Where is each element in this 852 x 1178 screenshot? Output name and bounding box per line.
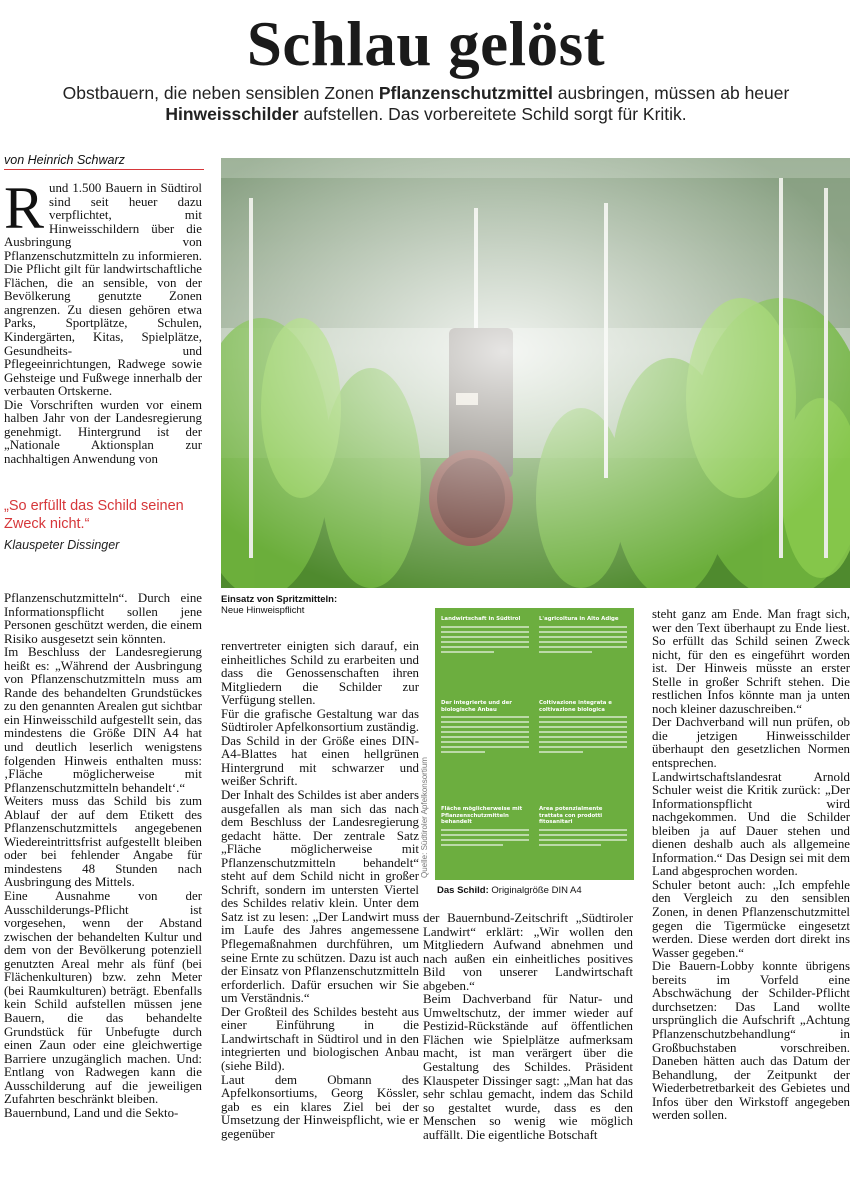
photo-caption-sub: Neue Hinweispflicht: [221, 605, 305, 616]
subhead-text-3: aufstellen. Das vorbereitete Schild sorgt für Kritik.: [298, 104, 687, 124]
paragraph: steht ganz am Ende. Man fragt sich, wer den Text überhaupt zu Ende liest. So erfüllt das Schild seinen Zweck nicht, für den es eingeführt worden ist. Der Hinweis müsste an erster Stelle in großer Schrift stehen. Die restlichen Infos könnte man ja unten noch kleiner dazuschreiben.“: [652, 608, 850, 716]
sign-caption-title: Das Schild:: [437, 885, 489, 896]
sign-section: Landwirtschaft in Südtirol: [441, 616, 529, 656]
sign-caption-sub: Originalgröße DIN A4: [488, 885, 582, 896]
paragraph: Laut dem Obmann des Apfelkonsortiums, Georg Kössler, gab es ein klares Ziel bei der Umsetzung der Hinweispflicht, wie er gegenüber: [221, 1072, 419, 1141]
paragraph: Beim Dachverband für Natur- und Umweltschutz, der immer wieder auf Pestizid-Rückstände auf öffentlichen Flächen wie Spielplätze aufmerksam macht, ist man verärgert über die Gestaltung des Schildes. Präsident Klauspeter Dissinger sagt: „Man hat das sehr schlau gemacht, indem das Schild so gestaltet wurde, dass es den Menschen so wenig wie möglich auffällt. Die eigentliche Botschaft: [423, 992, 633, 1142]
sign-source-credit: Quelle: Südtiroler Apfelkonsortium: [420, 757, 429, 878]
sign-section: Der integrierte und der biologische Anbau: [441, 700, 529, 756]
byline: von Heinrich Schwarz: [4, 153, 204, 170]
paragraph: Die Vorschriften wurden vor einem halben Jahr von der Landesregierung genehmigt. Hintergrund ist der „Nationale Aktionsplan zur nachhaltigen Anwendung von: [4, 397, 202, 466]
paragraph: Pflanzenschutzmitteln“. Durch eine Informationspflicht sollen jene Personen geschützt werden, die einem Risiko ausgesetzt sein könnten.: [4, 592, 202, 646]
sign-section: L'agricoltura in Alto Adige: [539, 616, 627, 656]
paragraph: Der Dachverband will nun prüfen, ob die jetzigen Hinweisschilder überhaupt den gesetzlichen Normen entsprechen.: [652, 715, 850, 771]
drop-cap: R: [4, 182, 45, 241]
sign-image: [435, 608, 634, 880]
paragraph: Eine Ausnahme von der Ausschilderungs-Pflicht ist vorgesehen, wenn der Abstand zwischen der behandelten Kultur und dem von der Bevölkerung potenziell genutzten Areal mehr als fünf (bei Flächenkulturen) bzw. zehn Meter (bei Raumkulturen) beträgt. Ebenfalls kein Schild aufstellen müssen jene Bauern, die das behandelte Grundstück für Unbefugte durch einen Zaun oder eine gleichwertige Barriere unzugänglich machen. Und: Entlang von Radwegen kann die Ausschilderung auf die jeweiligen Zufahrten beschränkt bleiben.: [4, 889, 202, 1107]
photo-caption-title: Einsatz von Spritzmitteln:: [221, 594, 338, 605]
subheadline: [40, 83, 812, 125]
paragraph: Rund 1.500 Bauern in Südtirol sind seit heuer dazu verpflichtet, mit Hinweisschildern über die Ausbringung von Pflanzenschutzmitteln zu informieren. Die Pflicht gilt für landwirtschaftliche Flächen, die an sensible, von der Bevölkerung genutzte Zonen angrenzen. Zu diesen gehören etwa Parks, Sportplätze, Schulen, Kindergärten, Kitas, Spielplätze, Gesundheits- und Pflegeeinrichtungen, Radwege sowie Gehsteige und Fußwege innerhalb der verbauten Ortskerne.: [4, 182, 202, 399]
subhead-text-2: ausbringen, müssen ab heuer: [552, 83, 790, 103]
paragraph: Die Bauern-Lobby konnte übrigens bereits im Vorfeld eine Abschwächung der Schilder-Pflicht durchsetzen: Das Land wollte ursprünglich die Aufschrift „Achtung Pflanzenschutzbehandlung“ in Großbuchstaben vorschreiben. Daneben hätten auch das Datum der Behandlung, der Zeitpunkt der Wiederbetretbarkeit des Gebietes und Infos über den Wirkstoff angegeben werden sollen.: [652, 959, 850, 1123]
paragraph: Bauernbund, Land und die Sekto-: [4, 1105, 179, 1120]
paragraph: der Bauernbund-Zeitschrift „Südtiroler Landwirt“ erklärt: „Wir wollen den Mitgliedern Aufwand abnehmen und nach außen ein einheitliches positives Bild von unserer Landwirtschaft abgeben.“: [423, 912, 633, 993]
subhead-bold-1: Pflanzenschutzmittel: [378, 83, 553, 103]
column-1-top: [4, 182, 202, 478]
column-4: [652, 608, 850, 1178]
paragraph: renvertreter einigten sich darauf, ein einheitliches Schild zu erarbeiten und dass die Genossenschaften ihren Mitgliedern die Schilder zur Verfügung stellen.: [221, 640, 419, 708]
subhead-bold-2: Hinweisschilder: [165, 104, 299, 124]
paragraph: Weiters muss das Schild bis zum Ablauf der auf dem Etikett des Pflanzenschutzmittels angegebenen Wiedereintrittsfrist aufgestellt bleiben oder bei fehlender Angabe für mindestens 48 Stunden nach Ausbringung des Mittels.: [4, 794, 202, 890]
sign-section: Area potenzialmente trattata con prodotti fitosanitari: [539, 806, 627, 849]
paragraph: Der Großteil des Schildes besteht aus einer Einführung in die Landwirtschaft in Südtirol und in den integrierten und biologischen Anbau (siehe Bild).: [221, 1004, 419, 1073]
column-3: [423, 912, 633, 1178]
paragraph: Der Inhalt des Schildes ist aber anders ausgefallen als man sich das nach dem Beschluss der Landesregierung gedacht hätte. Der zentrale Satz „Fläche möglicherweise mit Pflanzenschutzmitteln behandelt“ steht auf dem Schild nicht in großer Schrift, sondern im untersten Viertel des Schildes relativ klein. Unter dem Satz ist zu lesen: „Der Landwirt muss im Laufe des Jahres angemessene Pflegemaßnahmen durchführen, um seine Ernte zu schützen. Dazu ist auch der Einsatz von Pflanzenschutzmitteln erforderlich. Dafür ersuchen wir Sie um Verständnis.“: [221, 788, 419, 1006]
headline: Schlau gelöst: [246, 9, 606, 79]
column-1-bottom: [4, 592, 202, 1178]
paragraph: Landwirtschaftslandesrat Arnold Schuler weist die Kritik zurück: „Der Informationspflicht wird nachgekommen. Und die Schilder bleiben ja auf Dauer stehen und dienen deshalb auch als allgemeine Information.“ Das Design sei mit dem Land abgesprochen worden.: [652, 769, 850, 879]
paragraph: Für die grafische Gestaltung war das Südtiroler Apfelkonsortium zuständig. Das Schild in der Größe eines DIN-A4-Blattes hat einen hellgrünen Hintergrund mit schwarzer und weißer Schrift.: [221, 706, 419, 789]
pull-quote-author: Klauspeter Dissinger: [4, 538, 120, 552]
paragraph: Schuler betont auch: „Ich empfehle den Vergleich zu den sensiblen Zonen, in denen Pflanzenschutzmittel gegen die Tigermücke eingesetzt werden. Diese werden dort direkt ins Wasser gegeben.“: [652, 877, 850, 960]
subhead-text-1: Obstbauern, die neben sensiblen Zonen: [62, 83, 379, 103]
paragraph: Im Beschluss der Landesregierung heißt es: „Während der Ausbringung von Pflanzenschutzmitteln muss am Rande des behandelten Grundstückes zu den genannten Arealen gut sichtbar ein Hinweisschild aufgestellt sein, das mindestens die Größe DIN A4 hat und deutlich leserlich wenigstens folgenden Hinweis enthalten muss: ‚Fläche möglicherweise mit Pflanzenschutzmitteln behandelt‘.“: [4, 645, 202, 795]
orchard-spraying-photo: [221, 158, 850, 588]
sign-section: Fläche möglicherweise mit Pflanzenschutzmitteln behandelt: [441, 806, 529, 849]
sign-caption: [437, 885, 637, 896]
sign-section: Coltivazione integrata e coltivazione biologica: [539, 700, 627, 756]
column-2: [221, 640, 419, 1178]
pull-quote: „So erfüllt das Schild seinen Zweck nicht.“: [4, 498, 184, 532]
